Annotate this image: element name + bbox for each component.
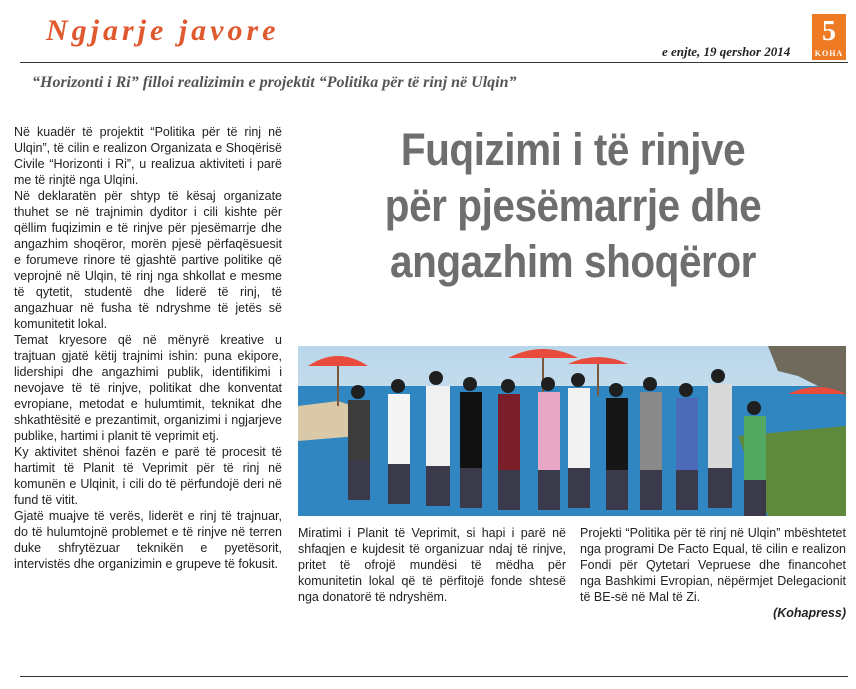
paragraph: Gjatë muajve të verës, liderët e rinj të trajnuar, do të hulumtojnë problemet e të rinjve në terren duke shfrytëzuar teknikën e pyetësorit, intervistës dhe organizimin e grupeve të fokusit. [14, 509, 282, 571]
signoff: (Kohapress) [773, 606, 846, 620]
article-column-1 [14, 124, 282, 572]
paragraph: Në deklaratën për shtyp të kësaj organizate thuhet se në trajnimin dyditor i cili kishte për qëllim fuqizimin e të rinjve për pjesëmarrje dhe angazhim shoqëror, morën pjesë përfaqësuesit e forumeve rinore të gjashtë partive politike që veprojnë në Ulqin, të rinj nga shkollat e mesme të qytetit, studentë dhe liderë të rinj, të angazhuar në fusha të ndryshme të jetës së komunitetit lokal. [14, 189, 282, 331]
paragraph: Ky aktivitet shënoi fazën e parë të procesit të hartimit të Planit të Veprimit për të rinj në komunën e Ulqinit, i cili do të përfundojë deri në fund të vitit. [14, 445, 282, 507]
headline-line-3: angazhim shoqëror [390, 236, 756, 287]
group-photo [298, 346, 846, 516]
paragraph: Miratimi i Planit të Veprimit, si hapi i parë në shfaqjen e kujdesit të organizuar ndaj të rinjve, pritet të ofrojë mundësi të mëdha për komunitetin lokal që të përfitojë fonde shtesë nga donatorë të ndryshëm. [298, 526, 566, 604]
paragraph: Temat kryesore që në mënyrë kreative u trajtuan gjatë këtij trajnimi ishin: puna ekipore, lidershipi dhe angazhimi publik, identifikimi i nevojave të të rinjve, politikat dhe konventat evropiane, metodat e hulumtimit, teknikat dhe shkathtësitë e prezantimit, organizimi i ngjarjeve publike, hartimi i planit të veprimit etj. [14, 333, 282, 443]
paper-logo: KOHA [814, 49, 844, 58]
article-column-2 [298, 525, 566, 605]
subheadline: “Horizonti i Ri” filloi realizimin e projektit “Politika për të rinj në Ulqin” [32, 74, 517, 91]
page-number: 5 [822, 16, 836, 47]
section-title: Ngjarje javore [46, 14, 280, 47]
headline-line-1: Fuqizimi i të rinjve [400, 124, 746, 175]
paragraph: Në kuadër të projektit “Politika për të rinj në Ulqin”, të cilin e realizon Organizata e Shoqërisë Civile “Horizonti i Ri”, u realizua aktiviteti i parë me të rinjtë nga Ulqini. [14, 125, 282, 187]
paragraph: Projekti “Politika për të rinj në Ulqin” mbështetet nga programi De Facto Equal, të cilin e realizon Fondi për Qytetari Vepruese dhe financohet nga Bashkimi Evropian, nëpërmjet Delegacionit të BE-së në Mal të Zi. [580, 526, 846, 604]
top-rule [20, 62, 848, 63]
page-number-box [812, 14, 846, 60]
article-column-3 [580, 525, 846, 621]
issue-date: e enjte, 19 qershor 2014 [662, 44, 791, 59]
headline [327, 122, 818, 290]
bottom-rule [20, 676, 848, 677]
headline-line-2: për pjesëmarrje dhe [384, 180, 762, 231]
